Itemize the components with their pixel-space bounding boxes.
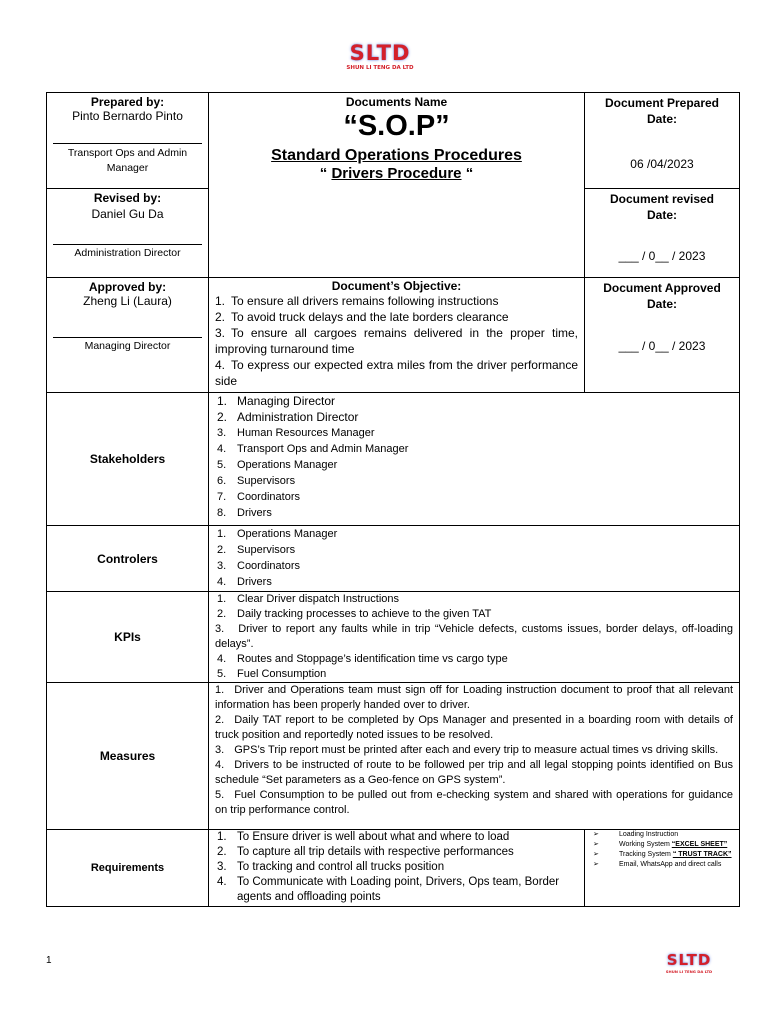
- list-item: 3. Driver to report any faults while in trip “Vehicle defects, customs issues, border delays, off-loading delays”.: [215, 623, 733, 650]
- revised-by-name: Daniel Gu Da: [91, 207, 164, 221]
- requirements-label: Requirements: [47, 830, 209, 907]
- stakeholders-cell: [209, 393, 740, 526]
- list-item: 4. Routes and Stoppage’s identification time vs cargo type: [217, 653, 508, 665]
- list-item: ➢ Working System “EXCEL SHEET”: [585, 840, 739, 850]
- list-item: 3. Human Resources Manager: [217, 427, 375, 439]
- requirements-tools-cell: [585, 830, 740, 907]
- document-code: “S.O.P”: [343, 110, 450, 142]
- list-item: 1. Operations Manager: [217, 528, 338, 540]
- list-item: 6. Supervisors: [217, 475, 296, 487]
- list-item: 2. Daily tracking processes to achieve to the given TAT: [217, 608, 492, 620]
- sop-table: [46, 92, 740, 907]
- list-item: 3. To tracking and control all trucks position: [217, 861, 445, 873]
- revised-date-cell: [585, 189, 740, 278]
- controlers-label: Controlers: [47, 526, 209, 592]
- prepared-by-name: Pinto Bernardo Pinto: [72, 109, 183, 123]
- list-item: 7. Coordinators: [217, 491, 300, 503]
- list-item: 2. To avoid truck delays and the late borders clearance: [215, 310, 509, 324]
- approved-by-role: Managing Director: [84, 340, 171, 352]
- list-item: 4. Transport Ops and Admin Manager: [217, 443, 409, 455]
- document-name-cell: [209, 93, 585, 278]
- controlers-cell: [209, 526, 740, 592]
- list-item: 1. Driver and Operations team must sign off for Loading instruction document to proof that all relevant information has been properly handed over to driver.: [215, 684, 733, 711]
- signature-line: [53, 337, 202, 338]
- requirements-cell: [209, 830, 585, 907]
- stakeholders-list: [209, 393, 739, 521]
- document-subtitle: “ Drivers Procedure “: [319, 165, 474, 182]
- kpis-label: KPIs: [47, 592, 209, 683]
- list-item: ➢ Tracking System “ TRUST TRACK”: [585, 850, 739, 860]
- company-logo-top: [330, 41, 430, 72]
- list-item: 2. To capture all trip details with respective performances: [217, 846, 514, 858]
- company-logo-bottom: [656, 952, 722, 974]
- logo-subtext: SHUN LI TENG DA LTD: [346, 65, 414, 71]
- list-item: 4. Drivers to be instructed of route to be followed per trip and all legal stopping points identified on Bus schedule “Set parameters as a Geo-fence on GPS system”.: [215, 759, 733, 786]
- list-item: 4. To express our expected extra miles from the driver performance side: [215, 358, 578, 388]
- kpis-cell: [209, 592, 740, 683]
- approved-date-value: ___ / 0__ / 2023: [618, 339, 706, 353]
- prepared-by-label: Prepared by:: [90, 95, 165, 109]
- signature-line: [53, 143, 202, 144]
- prepared-date-label: Document Prepared Date:: [604, 96, 720, 126]
- approved-date-cell: [585, 278, 740, 393]
- list-item: 2. Daily TAT report to be completed by Ops Manager and presented in a boarding room with details of truck position and reportedly noted issues to be resolved.: [215, 714, 733, 741]
- measures-list: [209, 683, 739, 818]
- objective-label: Document’s Objective:: [331, 279, 462, 293]
- list-item: 8. Drivers: [217, 507, 272, 519]
- kpis-list: [209, 592, 739, 682]
- signature-line: [53, 244, 202, 245]
- list-item: 5. Fuel Consumption: [217, 668, 327, 680]
- revised-date-label: Document revised Date:: [609, 192, 715, 222]
- objective-list: [209, 293, 584, 389]
- measures-cell: [209, 683, 740, 830]
- revised-by-cell: [47, 189, 209, 278]
- page-number: 1: [46, 955, 52, 966]
- logo-mark: SLTD: [666, 951, 712, 969]
- list-item: 1. Managing Director: [217, 394, 336, 408]
- list-item: 4. Drivers: [217, 576, 272, 588]
- list-item: 2. Administration Director: [217, 410, 359, 424]
- list-item: 3. To ensure all cargoes remains delivered in the proper time, improving turnaround time: [215, 326, 578, 356]
- controlers-list: [209, 526, 739, 590]
- list-item: 4. To Communicate with Loading point, Drivers, Ops team, Border agents and offloading points: [217, 876, 560, 903]
- requirements-list: [209, 830, 584, 905]
- approved-date-label: Document Approved Date:: [603, 281, 721, 311]
- revised-by-label: Revised by:: [93, 191, 162, 205]
- objective-cell: [209, 278, 585, 393]
- list-item: 1. To ensure all drivers remains following instructions: [215, 294, 499, 308]
- revised-by-role: Administration Director: [74, 247, 181, 259]
- document-title: Standard Operations Procedures: [271, 147, 522, 164]
- prepared-date-value: 06 /04/2023: [630, 157, 694, 171]
- list-item: ➢ Loading Instruction: [585, 830, 739, 840]
- logo-mark: SLTD: [349, 41, 411, 65]
- prepared-by-role: Transport Ops and Admin Manager: [67, 147, 188, 174]
- approved-by-cell: [47, 278, 209, 393]
- prepared-by-cell: [47, 93, 209, 189]
- document-name-label: Documents Name: [345, 95, 448, 109]
- list-item: 5. Operations Manager: [217, 459, 338, 471]
- list-item: 5. Fuel Consumption to be pulled out from e-checking system and shared with operations for guidance on trip performance control.: [215, 789, 733, 816]
- list-item: 1. To Ensure driver is well about what and where to load: [217, 831, 510, 843]
- approved-by-name: Zheng Li (Laura): [83, 294, 172, 308]
- approved-by-label: Approved by:: [88, 280, 167, 294]
- list-item: 3. GPS’s Trip report must be printed after each and every trip to measure actual times vs driving skills.: [215, 744, 719, 756]
- list-item: 3. Coordinators: [217, 560, 300, 572]
- stakeholders-label: Stakeholders: [47, 393, 209, 526]
- list-item: ➢ Email, WhatsApp and direct calls: [585, 860, 739, 870]
- measures-label: Measures: [47, 683, 209, 830]
- revised-date-value: ___ / 0__ / 2023: [618, 249, 706, 263]
- prepared-date-cell: [585, 93, 740, 189]
- list-item: 1. Clear Driver dispatch Instructions: [217, 593, 400, 605]
- logo-subtext: SHUN LI TENG DA LTD: [665, 969, 713, 974]
- list-item: 2. Supervisors: [217, 544, 296, 556]
